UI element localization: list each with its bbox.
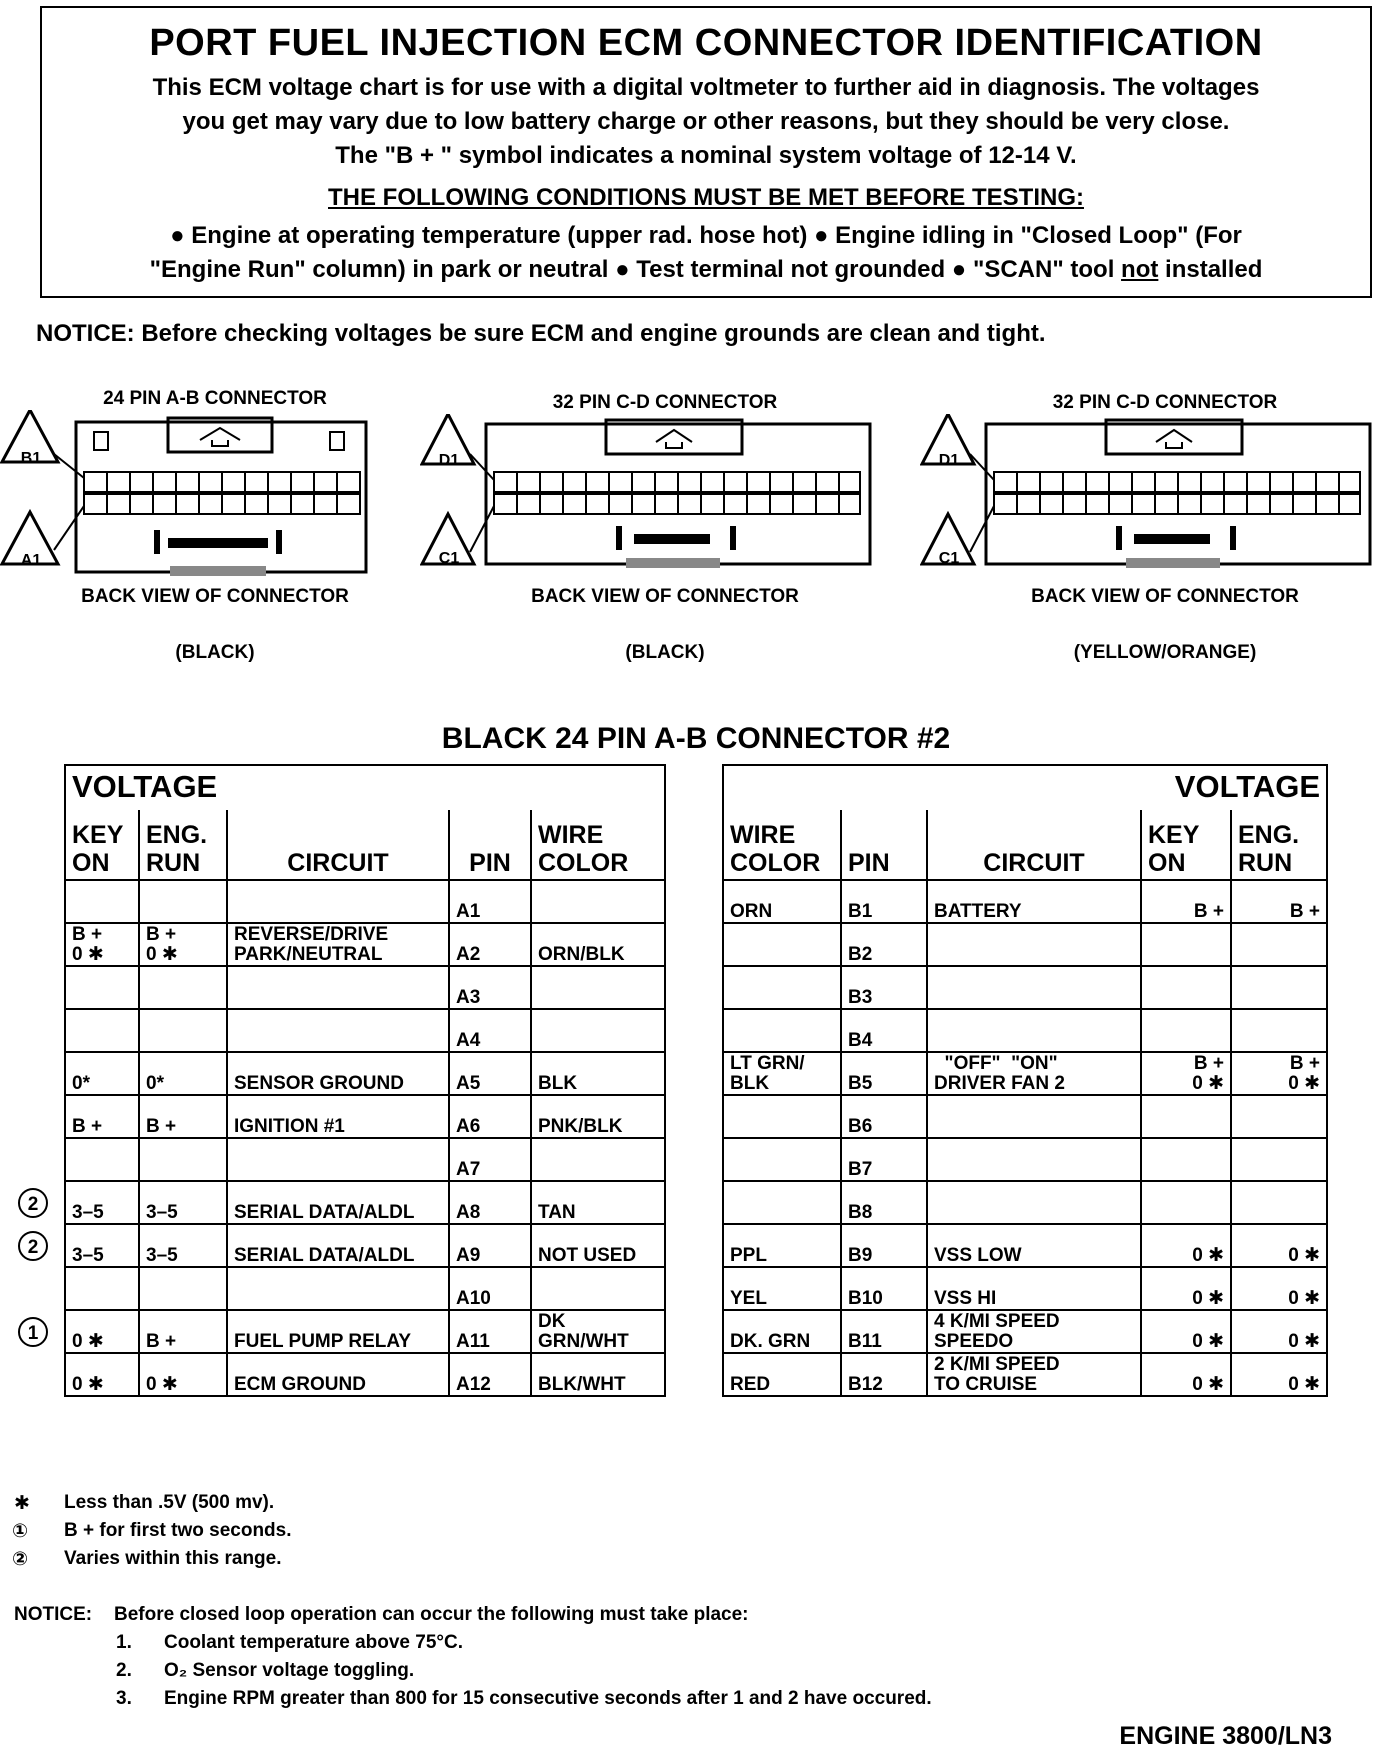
footnote-1-text: B + for first two seconds.: [64, 1520, 292, 1541]
intro-line-2: you get may vary due to low battery charge or other reasons, but they should be very close.: [182, 108, 1230, 135]
notice-item-3-text: Engine RPM greater than 800 for 15 consecutive seconds after 1 and 2 have occured.: [164, 1688, 932, 1709]
table-row: [65, 1095, 665, 1138]
key-on-voltage: [1141, 1181, 1231, 1224]
pin-id: A2: [449, 923, 531, 966]
circuit-name: [927, 1095, 1141, 1138]
circuit-name: [227, 1267, 449, 1310]
connector-2-drawing: [420, 414, 880, 584]
table-row: [65, 966, 665, 1009]
wire-color: DK. GRN: [723, 1310, 841, 1353]
circuit-name: BATTERY: [927, 880, 1141, 923]
circuit-name: [227, 1138, 449, 1181]
wire-color: ORN/BLK: [531, 923, 665, 966]
connector-2-color: (BLACK): [625, 642, 705, 663]
left-header-pin: PIN: [449, 810, 531, 880]
circuit-name: [927, 923, 1141, 966]
eng-run-voltage: [139, 1138, 227, 1181]
connector-2-title: 32 PIN C-D CONNECTOR: [552, 392, 778, 413]
key-on-voltage: 3–5: [65, 1181, 139, 1224]
pin-id: B8: [841, 1181, 927, 1224]
connector-3-caption: BACK VIEW OF CONNECTOR: [1031, 586, 1299, 607]
right-header-pin: PIN: [841, 810, 927, 880]
eng-run-voltage: 0 ✱: [139, 1353, 227, 1396]
table-row: [65, 1310, 665, 1353]
eng-run-voltage: B +: [1231, 880, 1327, 923]
table-row: [723, 1138, 1327, 1181]
right-voltage-label: VOLTAGE: [723, 765, 1327, 810]
notice-closed-loop-text: Before closed loop operation can occur the following must take place:: [114, 1604, 749, 1625]
key-on-voltage: [65, 966, 139, 1009]
right-header-wire-color: WIRE COLOR: [723, 810, 841, 880]
notice-closed-loop-label: NOTICE:: [14, 1604, 93, 1625]
wire-color: RED: [723, 1353, 841, 1396]
pin-id: A7: [449, 1138, 531, 1181]
pin-id: B1: [841, 880, 927, 923]
pin-id: B3: [841, 966, 927, 1009]
key-on-voltage: B +: [1141, 880, 1231, 923]
wire-color: [531, 880, 665, 923]
left-header-circuit: CIRCUIT: [227, 810, 449, 880]
eng-run-voltage: [1231, 1095, 1327, 1138]
wire-color: [531, 1267, 665, 1310]
wire-color: [723, 1138, 841, 1181]
pin-id: B5: [841, 1052, 927, 1095]
pin-id: A6: [449, 1095, 531, 1138]
table-row: [65, 1224, 665, 1267]
pin-id: B4: [841, 1009, 927, 1052]
connector-3-color: (YELLOW/ORANGE): [1073, 642, 1257, 663]
left-voltage-label: VOLTAGE: [65, 765, 665, 810]
intro-line-1: This ECM voltage chart is for use with a digital voltmeter to further aid in diagnosis. The voltages: [152, 74, 1260, 101]
eng-run-voltage: B +: [139, 1310, 227, 1353]
pin-id: A3: [449, 966, 531, 1009]
table-row: [65, 1138, 665, 1181]
circuit-name: [927, 1181, 1141, 1224]
footnote-2-symbol: ②: [12, 1549, 29, 1570]
connector-2-pin-d1: D1: [438, 452, 460, 469]
notice-item-1-num: 1.: [116, 1632, 132, 1653]
connector-1-drawing: [0, 410, 400, 580]
eng-run-voltage: B + 0 ✱: [1231, 1052, 1327, 1095]
eng-run-voltage: [1231, 1009, 1327, 1052]
notice-grounds: NOTICE: Before checking voltages be sure ECM and engine grounds are clean and tight.: [36, 320, 1046, 347]
right-pin-table: [722, 764, 1328, 1397]
table-row: [65, 1267, 665, 1310]
intro-line-3: The "B + " symbol indicates a nominal system voltage of 12-14 V.: [335, 142, 1077, 169]
engine-label: ENGINE 3800/LN3: [1119, 1722, 1332, 1750]
eng-run-voltage: [139, 1009, 227, 1052]
circuit-name: [927, 966, 1141, 1009]
note-marker: 2: [18, 1188, 48, 1218]
connector-1-color: (BLACK): [175, 642, 255, 663]
connector-2-caption: BACK VIEW OF CONNECTOR: [531, 586, 799, 607]
pin-id: A9: [449, 1224, 531, 1267]
wire-color: [723, 966, 841, 1009]
left-header-eng-run: ENG. RUN: [139, 810, 227, 880]
connector-1-pin-b1: B1: [20, 450, 42, 467]
notice-item-1-text: Coolant temperature above 75°C.: [164, 1632, 464, 1653]
conditions-line-1: ● Engine at operating temperature (upper rad. hose hot) ● Engine idling in "Closed Loop" (For: [170, 222, 1242, 249]
eng-run-voltage: 0*: [139, 1052, 227, 1095]
table-row: [723, 1310, 1327, 1353]
table-heading: BLACK 24 PIN A-B CONNECTOR #2: [441, 722, 951, 755]
circuit-name: 2 K/MI SPEED TO CRUISE: [927, 1353, 1141, 1396]
connector-1-title: 24 PIN A-B CONNECTOR: [103, 388, 327, 409]
key-on-voltage: [1141, 1138, 1231, 1181]
circuit-name: VSS HI: [927, 1267, 1141, 1310]
pin-id: B12: [841, 1353, 927, 1396]
wire-color: [723, 1009, 841, 1052]
key-on-voltage: [1141, 1009, 1231, 1052]
page-title: PORT FUEL INJECTION ECM CONNECTOR IDENTIFICATION: [149, 22, 1263, 64]
pin-id: B11: [841, 1310, 927, 1353]
notice-item-2-num: 2.: [116, 1660, 132, 1681]
table-row: [723, 923, 1327, 966]
table-row: [723, 1095, 1327, 1138]
table-row: [723, 966, 1327, 1009]
conditions-heading: THE FOLLOWING CONDITIONS MUST BE MET BEFORE TESTING:: [328, 184, 1084, 211]
key-on-voltage: [65, 1138, 139, 1181]
circuit-name: SENSOR GROUND: [227, 1052, 449, 1095]
eng-run-voltage: 0 ✱: [1231, 1224, 1327, 1267]
wire-color: [723, 1181, 841, 1224]
wire-color: BLK/WHT: [531, 1353, 665, 1396]
notice-item-2-text: O₂ Sensor voltage toggling.: [164, 1660, 415, 1681]
left-header-wire-color: WIRE COLOR: [531, 810, 665, 880]
wire-color: [531, 1138, 665, 1181]
table-row: [65, 880, 665, 923]
connector-1-pin-a1: A1: [20, 552, 42, 569]
pin-id: A11: [449, 1310, 531, 1353]
wire-color: BLK: [531, 1052, 665, 1095]
circuit-name: "OFF" "ON" DRIVER FAN 2: [927, 1052, 1141, 1095]
eng-run-voltage: B +: [139, 1095, 227, 1138]
note-marker: 1: [18, 1317, 48, 1347]
key-on-voltage: 0 ✱: [1141, 1310, 1231, 1353]
circuit-name: [227, 966, 449, 1009]
table-row: [723, 1181, 1327, 1224]
circuit-name: [227, 880, 449, 923]
circuit-name: SERIAL DATA/ALDL: [227, 1224, 449, 1267]
eng-run-voltage: 0 ✱: [1231, 1353, 1327, 1396]
right-header-eng-run: ENG. RUN: [1231, 810, 1327, 880]
pin-id: A12: [449, 1353, 531, 1396]
wire-color: ORN: [723, 880, 841, 923]
wire-color: DK GRN/WHT: [531, 1310, 665, 1353]
pin-id: B7: [841, 1138, 927, 1181]
key-on-voltage: B +: [65, 1095, 139, 1138]
footnote-2-text: Varies within this range.: [64, 1548, 282, 1569]
pin-id: B10: [841, 1267, 927, 1310]
eng-run-voltage: 3–5: [139, 1224, 227, 1267]
eng-run-voltage: [1231, 1181, 1327, 1224]
wire-color: [531, 966, 665, 1009]
connector-3-title: 32 PIN C-D CONNECTOR: [1052, 392, 1278, 413]
connector-3-drawing: [920, 414, 1380, 584]
pin-id: A10: [449, 1267, 531, 1310]
key-on-voltage: 3–5: [65, 1224, 139, 1267]
pin-id: B6: [841, 1095, 927, 1138]
table-row: [65, 1353, 665, 1396]
left-pin-table: [64, 764, 666, 1397]
wire-color: [531, 1009, 665, 1052]
eng-run-voltage: 3–5: [139, 1181, 227, 1224]
key-on-voltage: 0 ✱: [1141, 1224, 1231, 1267]
table-row: [65, 1181, 665, 1224]
connector-3-pin-d1: D1: [938, 452, 960, 469]
circuit-name: FUEL PUMP RELAY: [227, 1310, 449, 1353]
pin-id: B2: [841, 923, 927, 966]
circuit-name: [927, 1138, 1141, 1181]
right-header-circuit: CIRCUIT: [927, 810, 1141, 880]
wire-color: PPL: [723, 1224, 841, 1267]
connector-diagrams: [0, 382, 1392, 682]
pin-id: A1: [449, 880, 531, 923]
table-row: [723, 1009, 1327, 1052]
circuit-name: IGNITION #1: [227, 1095, 449, 1138]
table-row: [723, 1267, 1327, 1310]
pin-id: A5: [449, 1052, 531, 1095]
circuit-name: ECM GROUND: [227, 1353, 449, 1396]
footnote-1-symbol: ①: [12, 1521, 29, 1542]
right-header-key-on: KEY ON: [1141, 810, 1231, 880]
circuit-name: [927, 1009, 1141, 1052]
table-row: [65, 1009, 665, 1052]
wire-color: PNK/BLK: [531, 1095, 665, 1138]
connector-3-pin-c1: C1: [938, 550, 960, 567]
key-on-voltage: [1141, 923, 1231, 966]
notice-item-3-num: 3.: [116, 1688, 132, 1709]
eng-run-voltage: [1231, 966, 1327, 1009]
eng-run-voltage: 0 ✱: [1231, 1267, 1327, 1310]
eng-run-voltage: [139, 966, 227, 1009]
left-header-key-on: KEY ON: [65, 810, 139, 880]
eng-run-voltage: B + 0 ✱: [139, 923, 227, 966]
circuit-name: REVERSE/DRIVE PARK/NEUTRAL: [227, 923, 449, 966]
key-on-voltage: 0 ✱: [1141, 1353, 1231, 1396]
circuit-name: VSS LOW: [927, 1224, 1141, 1267]
wire-color: TAN: [531, 1181, 665, 1224]
key-on-voltage: B + 0 ✱: [65, 923, 139, 966]
key-on-voltage: [1141, 966, 1231, 1009]
circuit-name: SERIAL DATA/ALDL: [227, 1181, 449, 1224]
wire-color: NOT USED: [531, 1224, 665, 1267]
table-row: [723, 1052, 1327, 1095]
key-on-voltage: [65, 880, 139, 923]
header-box: [40, 6, 1372, 298]
key-on-voltage: B + 0 ✱: [1141, 1052, 1231, 1095]
wire-color: LT GRN/ BLK: [723, 1052, 841, 1095]
wire-color: YEL: [723, 1267, 841, 1310]
key-on-voltage: 0*: [65, 1052, 139, 1095]
wire-color: [723, 923, 841, 966]
circuit-name: 4 K/MI SPEED SPEEDO: [927, 1310, 1141, 1353]
table-row: [65, 1052, 665, 1095]
eng-run-voltage: [1231, 1138, 1327, 1181]
table-row: [723, 1353, 1327, 1396]
connector-1-caption: BACK VIEW OF CONNECTOR: [81, 586, 349, 607]
footnote-star-symbol: ✱: [14, 1493, 30, 1514]
pin-id: A4: [449, 1009, 531, 1052]
eng-run-voltage: [139, 1267, 227, 1310]
key-on-voltage: 0 ✱: [1141, 1267, 1231, 1310]
eng-run-voltage: [1231, 923, 1327, 966]
key-on-voltage: 0 ✱: [65, 1310, 139, 1353]
key-on-voltage: [1141, 1095, 1231, 1138]
pin-id: A8: [449, 1181, 531, 1224]
key-on-voltage: 0 ✱: [65, 1353, 139, 1396]
pin-id: B9: [841, 1224, 927, 1267]
table-row: [65, 923, 665, 966]
table-row: [723, 1224, 1327, 1267]
table-row: [723, 880, 1327, 923]
key-on-voltage: [65, 1267, 139, 1310]
note-marker: 2: [18, 1231, 48, 1261]
connector-2-pin-c1: C1: [438, 550, 460, 567]
eng-run-voltage: 0 ✱: [1231, 1310, 1327, 1353]
wire-color: [723, 1095, 841, 1138]
key-on-voltage: [65, 1009, 139, 1052]
footnote-star-text: Less than .5V (500 mv).: [64, 1492, 275, 1513]
eng-run-voltage: [139, 880, 227, 923]
circuit-name: [227, 1009, 449, 1052]
conditions-line-2: "Engine Run" column) in park or neutral ● Test terminal not grounded ● "SCAN" tool not installed: [149, 256, 1263, 283]
